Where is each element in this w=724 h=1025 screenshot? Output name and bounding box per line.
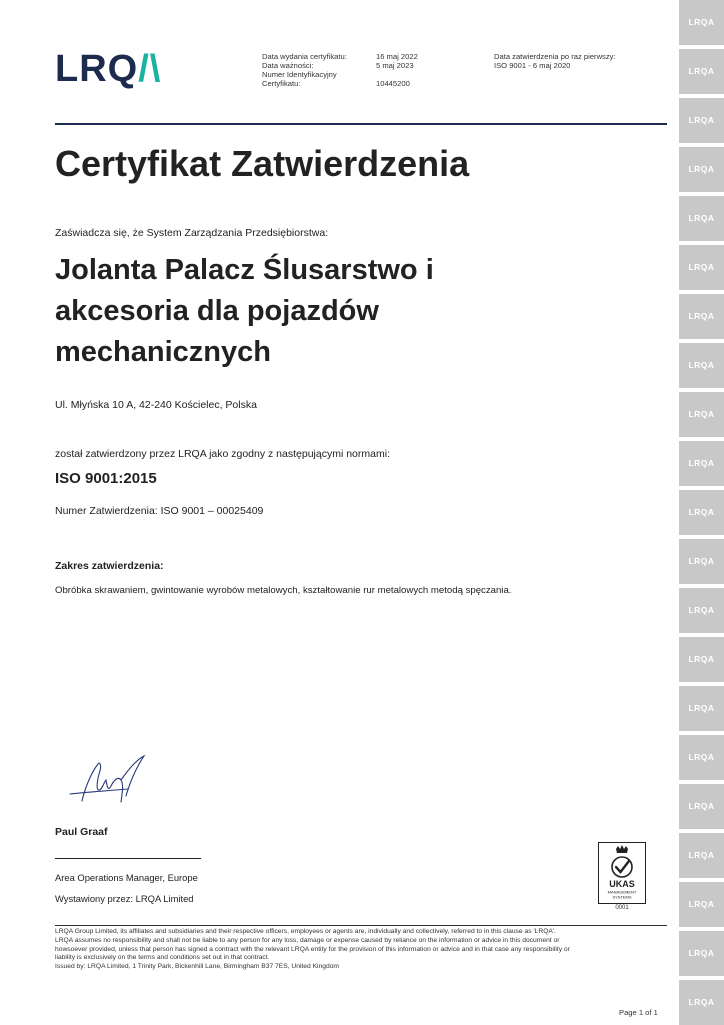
header-divider [55, 123, 667, 125]
signatory-role: Area Operations Manager, Europe [55, 872, 198, 883]
ukas-text: UKAS [609, 879, 635, 889]
ukas-crown-check-icon [599, 843, 645, 903]
footer-line-1: LRQA Group Limited, its affiliates and subsidiaries and their respective officers, employees or agents are, individually and collectively, referred to in this clause as 'LRQA'. [55, 928, 557, 935]
strip-tile: LRQA [679, 245, 724, 290]
certificate-id-label-1: Numer Identyfikacyjny [262, 70, 337, 79]
strip-tile: LRQA [679, 490, 724, 535]
address: Ul. Młyńska 10 A, 42-240 Kościelec, Polska [55, 399, 257, 411]
ukas-sub-2: SYSTEMS [612, 894, 632, 900]
scope-text: Obróbka skrawaniem, gwintowanie wyrobów metalowych, kształtowanie rur metalowych metodą spęczania. [55, 585, 512, 596]
certificate-id-label-2: Certyfikatu: [262, 79, 301, 88]
lrqa-side-strip [679, 0, 724, 1024]
strip-tile: LRQA [679, 931, 724, 976]
signature-line [55, 858, 201, 859]
strip-tile: LRQA [679, 833, 724, 878]
strip-tile: LRQA [679, 196, 724, 241]
footer-divider [55, 925, 667, 926]
expiry-date-label: Data ważności: [262, 61, 314, 70]
scope-heading: Zakres zatwierdzenia: [55, 560, 164, 572]
lrqa-logo: LRQ/\ [55, 48, 162, 90]
organization-line-2: akcesoria dla pojazdów [55, 295, 379, 327]
strip-tile: LRQA [679, 784, 724, 829]
issue-date-value: 16 maj 2022 [376, 52, 418, 61]
page-number: Page 1 of 1 [619, 1008, 658, 1017]
organization-line-1: Jolanta Palacz Ślusarstwo i [55, 254, 434, 286]
footer-line-4: liability is exclusively on the terms and conditions set out in that contract. [55, 954, 270, 962]
signature-image [66, 752, 156, 812]
footer-line-5: Issued by: LRQA Limited, 1 Trinity Park, Bickenhill Lane, Birmingham B37 7ES, United Kingdom [55, 963, 339, 971]
strip-tile: LRQA [679, 147, 724, 192]
issue-date-label: Data wydania certyfikatu: [262, 52, 347, 61]
strip-tile: LRQA [679, 343, 724, 388]
organization-name [55, 250, 615, 373]
strip-tile: LRQA [679, 588, 724, 633]
footer-line-3: howsoever provided, unless that person has signed a contract with the relevant LRQA entity for the provision of this information or advice and in that case any responsibility or [55, 945, 570, 953]
intro-text: Zaświadcza się, że System Zarządzania Przedsiębiorstwa: [55, 227, 329, 239]
strip-tile: LRQA [679, 539, 724, 584]
approved-statement: został zatwierdzony przez LRQA jako zgodny z następującymi normami: [55, 448, 390, 460]
strip-tile: LRQA [679, 49, 724, 94]
strip-tile: LRQA [679, 882, 724, 927]
certificate-title: Certyfikat Zatwierdzenia [55, 143, 470, 184]
signatory-name: Paul Graaf [55, 826, 108, 838]
ukas-badge [598, 842, 646, 904]
original-approval-label: Data zatwierdzenia po raz pierwszy: [494, 52, 616, 61]
organization-line-3: mechanicznych [55, 336, 271, 368]
footer-line-2: LRQA assumes no responsibility and shall not be liable to any person for any loss, damage or expense caused by reliance on the information or advice in this document or [55, 936, 560, 944]
ukas-number: 0001 [615, 905, 629, 911]
strip-tile: LRQA [679, 98, 724, 143]
standard-name: ISO 9001:2015 [55, 470, 157, 487]
strip-tile: LRQA [679, 0, 724, 45]
expiry-date-value: 5 maj 2023 [376, 61, 414, 70]
strip-tile: LRQA [679, 392, 724, 437]
strip-tile: LRQA [679, 686, 724, 731]
certificate-id-value: 10445200 [376, 79, 410, 88]
strip-tile: LRQA [679, 441, 724, 486]
strip-tile: LRQA [679, 294, 724, 339]
strip-tile: LRQA [679, 637, 724, 682]
original-approval-value: ISO 9001 - 6 maj 2020 [494, 61, 571, 70]
strip-tile: LRQA [679, 735, 724, 780]
strip-tile: LRQA [679, 980, 724, 1025]
approval-number: Numer Zatwierdzenia: ISO 9001 – 00025409 [55, 505, 264, 517]
issued-by: Wystawiony przez: LRQA Limited [55, 893, 194, 904]
footer-disclaimer [55, 928, 667, 972]
ukas-sub-1: MANAGEMENT [607, 889, 637, 895]
